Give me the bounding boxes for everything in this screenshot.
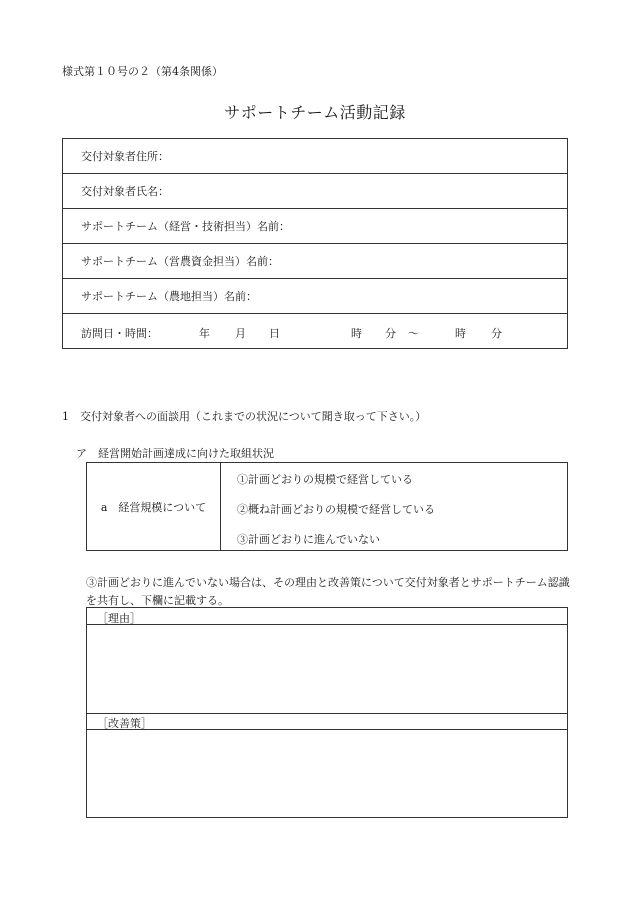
team-finance-label: サポートチーム（営農資金担当）名前： bbox=[81, 255, 279, 268]
day-label: 日 bbox=[269, 327, 280, 340]
year-label: 年 bbox=[199, 327, 210, 340]
improvement-heading: ［改善策］ bbox=[97, 717, 152, 730]
team-land-row[interactable] bbox=[63, 279, 567, 314]
team-mgmt-label: サポートチーム（経営・技術担当）名前： bbox=[81, 220, 290, 233]
instruction-note: ③計画どおりに進んでいない場合は、その理由と改善策について交付対象者とサポートチーム認識を共有し、下欄に記載する。 bbox=[86, 576, 570, 607]
hour-start-label: 時 bbox=[351, 327, 362, 340]
name-label: 交付対象者氏名： bbox=[81, 185, 169, 198]
scale-label: a 経営規模について bbox=[87, 463, 221, 550]
scale-options bbox=[221, 463, 567, 550]
month-label: 月 bbox=[235, 327, 246, 340]
scale-option-3[interactable]: ③計画どおりに進んでいない bbox=[237, 533, 380, 546]
scale-option-1[interactable]: ①計画どおりの規模で経営している bbox=[237, 473, 413, 486]
scale-option-2[interactable]: ②概ね計画どおりの規模で経営している bbox=[237, 503, 435, 516]
recipient-info-table bbox=[62, 138, 568, 349]
scale-table bbox=[86, 462, 568, 551]
team-mgmt-row[interactable] bbox=[63, 209, 567, 244]
team-finance-row[interactable] bbox=[63, 244, 567, 279]
address-row[interactable] bbox=[63, 139, 567, 174]
reason-improvement-box bbox=[86, 607, 568, 818]
hour-end-label: 時 bbox=[455, 327, 466, 340]
page-title: サポートチーム活動記録 bbox=[224, 103, 406, 122]
visit-row[interactable] bbox=[63, 314, 567, 350]
subsection-a-heading: ア 経営開始計画達成に向けた取組状況 bbox=[76, 447, 274, 460]
section-divider bbox=[87, 713, 567, 714]
visit-label: 訪問日・時間： bbox=[81, 327, 158, 340]
reason-heading: ［理由］ bbox=[97, 612, 141, 625]
form-code: 様式第１０号の２（第4条関係） bbox=[62, 65, 223, 78]
name-row[interactable] bbox=[63, 174, 567, 209]
team-land-label: サポートチーム（農地担当）名前： bbox=[81, 290, 257, 303]
address-label: 交付対象者住所： bbox=[81, 150, 169, 163]
section-1-heading: 1 交付対象者への面談用（これまでの状況について聞き取って下さい。） bbox=[62, 410, 427, 423]
improvement-field[interactable] bbox=[87, 730, 567, 817]
minute-start-label: 分 bbox=[385, 327, 396, 340]
range-tilde: ～ bbox=[408, 327, 419, 340]
minute-end-label: 分 bbox=[491, 327, 502, 340]
reason-field[interactable] bbox=[87, 625, 567, 713]
